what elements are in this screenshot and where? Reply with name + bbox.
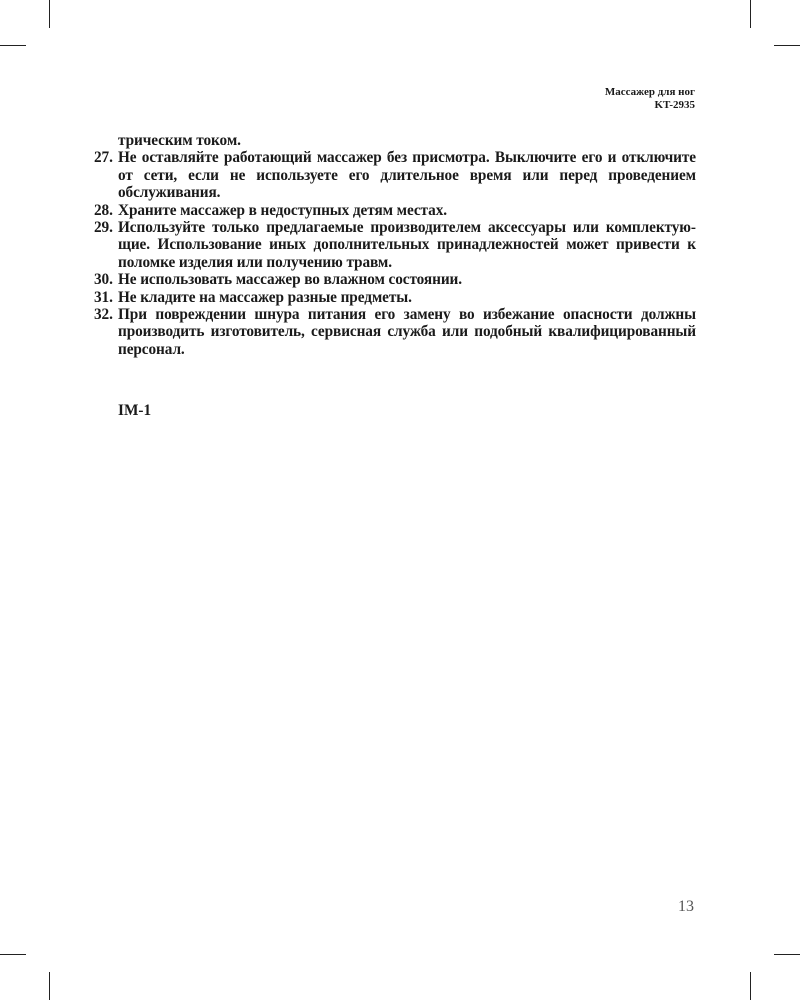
crop-mark-bottom-left bbox=[49, 972, 50, 1000]
crop-mark-top-right bbox=[750, 0, 751, 28]
header-title: Массажер для ног bbox=[604, 86, 695, 98]
item-text: Не оставляйте работающий массажер без присмотра. Выключите его и отключите от сети, если не используете его длительное время или перед проведением обслуживания. bbox=[118, 149, 696, 202]
crop-mark-bottom-right bbox=[750, 972, 751, 1000]
header-model: KT-2935 bbox=[654, 99, 695, 111]
item-number: 31. bbox=[94, 288, 113, 306]
crop-mark-top-left bbox=[49, 0, 50, 28]
list-item bbox=[94, 289, 696, 306]
item-number: 28. bbox=[94, 201, 113, 219]
list-item bbox=[94, 271, 696, 288]
item-text: Используйте только предлагаемые производителем аксессуары или комплектующие. Использование иных дополнительных принадлежностей может привести к поломке изделия или получению травм. bbox=[118, 219, 696, 271]
list-item bbox=[94, 219, 696, 271]
list-item bbox=[94, 149, 696, 201]
item-number: 29. bbox=[94, 219, 113, 237]
crop-mark-left-bottom bbox=[0, 954, 26, 955]
item-text: Храните массажер в недоступных детям местах. bbox=[118, 201, 447, 219]
list-item bbox=[94, 306, 696, 358]
crop-mark-right-bottom bbox=[774, 954, 800, 955]
item-text: При повреждении шнура питания его замену во избежание опасности должны производить изготовитель, сервисная служба или подобный квалифицированный персонал. bbox=[118, 306, 696, 358]
safety-instructions bbox=[94, 132, 696, 358]
item-number: 27. bbox=[94, 149, 113, 167]
list-item bbox=[94, 202, 696, 219]
page-number: 13 bbox=[678, 898, 694, 915]
crop-mark-left-top bbox=[0, 45, 26, 46]
running-header bbox=[605, 86, 695, 112]
item-number: 30. bbox=[94, 271, 113, 289]
item-text: Не кладите на массажер разные предметы. bbox=[118, 288, 412, 306]
continuation-line: трическим током. bbox=[118, 132, 241, 149]
document-code: IM-1 bbox=[118, 402, 152, 419]
item-number: 32. bbox=[94, 306, 113, 324]
crop-mark-right-top bbox=[774, 45, 800, 46]
item-text: Не использовать массажер во влажном состоянии. bbox=[118, 271, 462, 289]
